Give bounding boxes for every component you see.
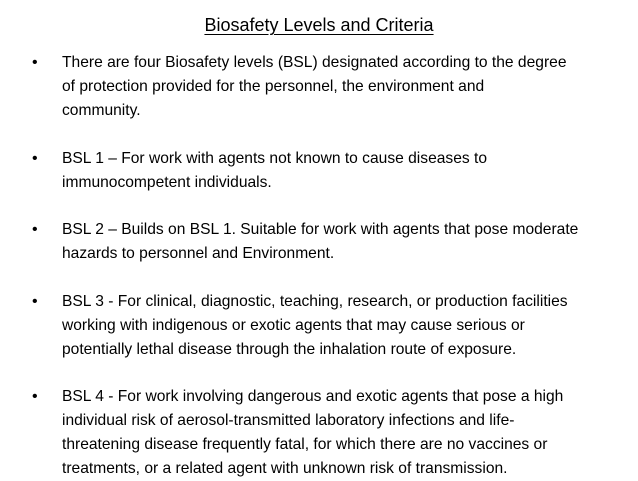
bullet-line: of protection provided for the personnel, the environment and <box>62 78 485 95</box>
bullet-dot-icon: • <box>32 221 38 238</box>
slide-title: Biosafety Levels and Criteria <box>204 15 434 35</box>
bullet-item-bsl-overview <box>32 51 602 123</box>
bullet-item-bsl-4 <box>32 385 602 481</box>
bullet-dot-icon: • <box>32 150 38 167</box>
bullet-line: BSL 1 – For work with agents not known to cause diseases to <box>62 150 488 167</box>
bullet-line: BSL 4 - For work involving dangerous and exotic agents that pose a high <box>62 388 564 405</box>
bullet-line: threatening disease frequently fatal, for which there are no vaccines or <box>62 436 548 453</box>
bullet-line: potentially lethal disease through the inhalation route of exposure. <box>62 341 517 358</box>
bullet-line: treatments, or a related agent with unknown risk of transmission. <box>62 460 508 477</box>
bullet-line: working with indigenous or exotic agents that may cause serious or <box>62 317 525 334</box>
bullet-line: immunocompetent individuals. <box>62 174 272 191</box>
bullet-line: BSL 2 – Builds on BSL 1. Suitable for work with agents that pose moderate <box>62 221 579 238</box>
bullet-line: There are four Biosafety levels (BSL) designated according to the degree <box>62 54 567 71</box>
bullet-line: individual risk of aerosol-transmitted laboratory infections and life- <box>62 412 515 429</box>
bullet-line: community. <box>62 102 141 119</box>
bullet-dot-icon: • <box>32 54 38 71</box>
bullet-line: hazards to personnel and Environment. <box>62 245 335 262</box>
bullet-line: BSL 3 - For clinical, diagnostic, teaching, research, or production facilities <box>62 293 568 310</box>
bullet-item-bsl-3 <box>32 290 602 362</box>
bullet-item-bsl-2 <box>32 218 602 266</box>
bullet-item-bsl-1 <box>32 147 602 195</box>
bullet-dot-icon: • <box>32 388 38 405</box>
bullet-dot-icon: • <box>32 293 38 310</box>
